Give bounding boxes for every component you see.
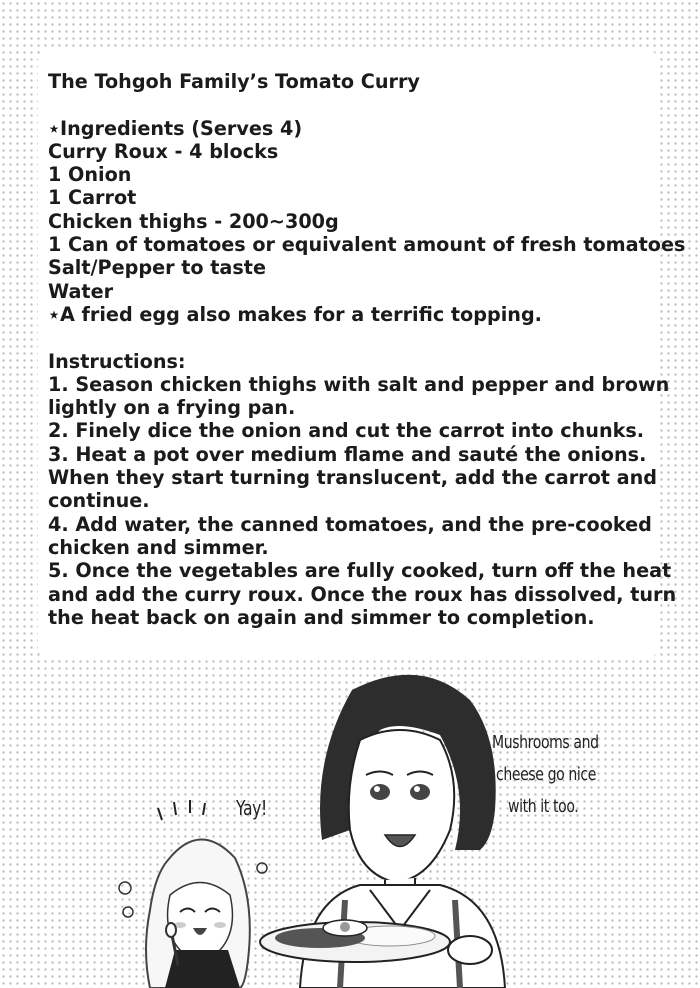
instruction-line: When they start turning translucent, add the carrot and — [48, 466, 658, 490]
instruction-line: 2. Finely dice the onion and cut the carrot into chunks. — [48, 419, 645, 443]
yay-text: Yay! — [236, 796, 267, 820]
flower-icon — [119, 882, 131, 894]
mother-hand — [448, 936, 492, 964]
instruction-line: 1. Season chicken thighs with salt and pepper and brown — [48, 372, 670, 396]
recipe-text — [48, 70, 686, 629]
ingredients-heading: ⋆Ingredients (Serves 4) — [48, 116, 303, 140]
instruction-line: 5. Once the vegetables are fully cooked, turn off the heat — [48, 559, 672, 583]
instruction-line: and add the curry roux. Once the roux has dissolved, turn — [48, 582, 677, 606]
mother-eye-left — [370, 784, 390, 800]
ingredient-item: Chicken thighs - 200~300g — [48, 209, 339, 233]
instruction-line: continue. — [48, 489, 150, 513]
mother-speech-line: with it too. — [508, 796, 579, 817]
ingredient-item: 1 Onion — [48, 163, 132, 187]
ingredient-item: Salt/Pepper to taste — [48, 256, 266, 280]
ingredient-item: 1 Can of tomatoes or equivalent amount of fresh tomatoes — [48, 233, 686, 257]
girl-face — [168, 883, 233, 957]
recipe-title: The Tohgoh Family’s Tomato Curry — [48, 70, 420, 93]
instruction-line: 4. Add water, the canned tomatoes, and the pre-cooked — [48, 512, 652, 536]
instruction-line: 3. Heat a pot over medium flame and sauté the onions. — [48, 442, 647, 466]
instruction-line: lightly on a frying pan. — [48, 396, 296, 420]
ingredient-item: Curry Roux - 4 blocks — [48, 139, 279, 163]
mother-face — [349, 730, 454, 882]
recipe-card — [38, 48, 686, 660]
manga-illustration — [0, 660, 700, 988]
ingredient-item: Water — [48, 279, 114, 303]
mother-eye-right — [410, 784, 430, 800]
mother-speech-line: cheese go nice — [496, 764, 596, 785]
instructions-heading: Instructions: — [48, 349, 186, 373]
topping-note: ⋆A fried egg also makes for a terrific topping. — [48, 302, 542, 326]
instruction-line: the heat back on again and simmer to completion. — [48, 605, 595, 629]
ingredient-item: 1 Carrot — [48, 186, 137, 210]
mother-speech-line: Mushrooms and — [492, 732, 599, 753]
instruction-line: chicken and simmer. — [48, 535, 269, 559]
